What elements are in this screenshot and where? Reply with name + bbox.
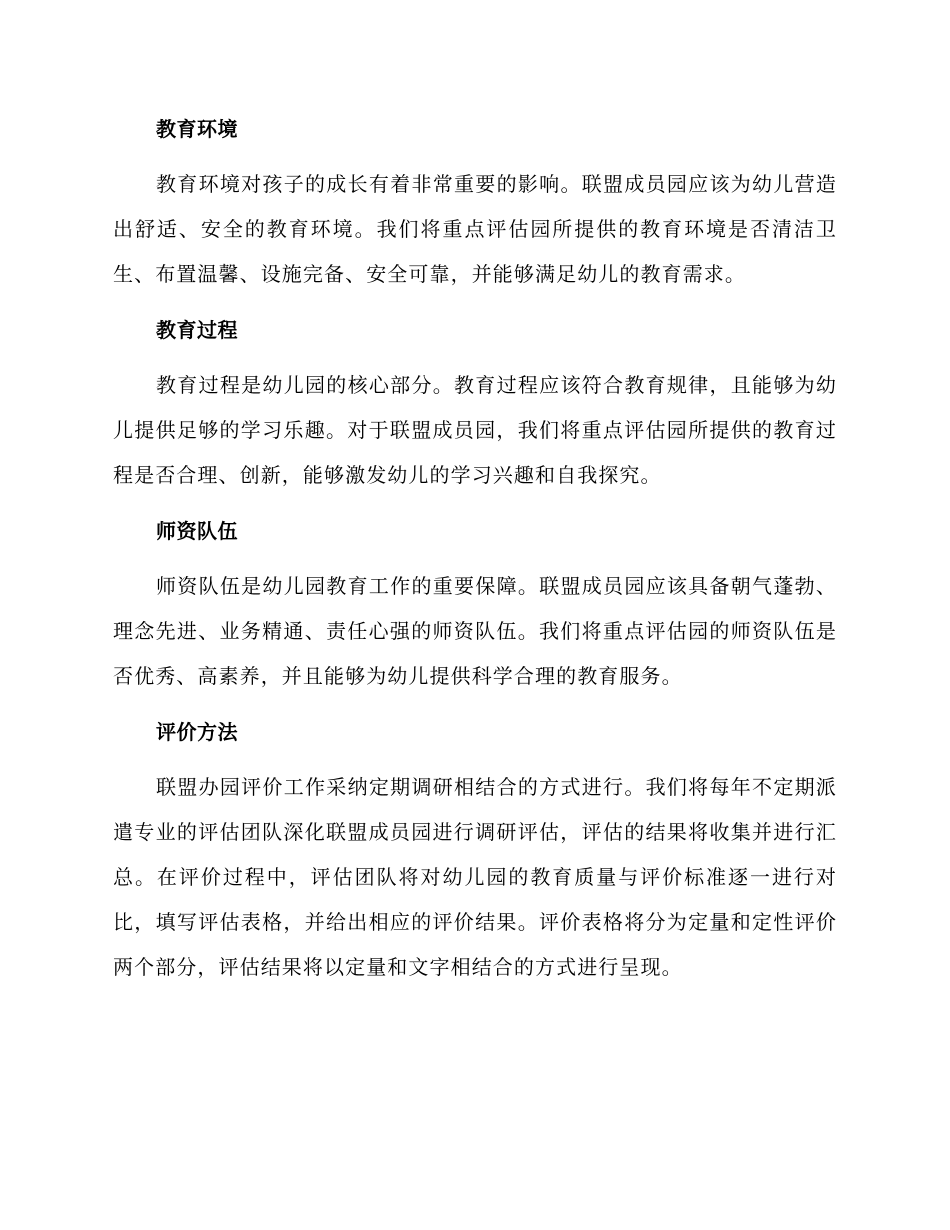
document-body <box>113 110 837 1004</box>
section-paragraph-education-environment: 教育环境对孩子的成长有着非常重要的影响。联盟成员园应该为幼儿营造出舒适、安全的教育环境。我们将重点评估园所提供的教育环境是否清洁卫生、布置温馨、设施完备、安全可靠，并能够满足幼儿的教育需求。 <box>113 172 837 286</box>
section-heading-evaluation-method: 评价方法 <box>156 720 238 744</box>
section-paragraph-education-process: 教育过程是幼儿园的核心部分。教育过程应该符合教育规律，且能够为幼儿提供足够的学习乐趣。对于联盟成员园，我们将重点评估园所提供的教育过程是否合理、创新，能够激发幼儿的学习兴趣和自我探究。 <box>113 373 837 487</box>
section-heading-teaching-staff: 师资队伍 <box>156 519 238 543</box>
section-heading-education-environment: 教育环境 <box>156 117 238 141</box>
section-paragraph-evaluation-method: 联盟办园评价工作采纳定期调研相结合的方式进行。我们将每年不定期派遣专业的评估团队深化联盟成员园进行调研评估，评估的结果将收集并进行汇总。在评价过程中，评估团队将对幼儿园的教育质量与评价标准逐一进行对比，填写评估表格，并给出相应的评价结果。评价表格将分为定量和定性评价两个部分，评估结果将以定量和文字相结合的方式进行呈现。 <box>113 775 837 979</box>
section-paragraph-teaching-staff: 师资队伍是幼儿园教育工作的重要保障。联盟成员园应该具备朝气蓬勃、理念先进、业务精通、责任心强的师资队伍。我们将重点评估园的师资队伍是否优秀、高素养，并且能够为幼儿提供科学合理的教育服务。 <box>113 574 837 688</box>
section-heading-education-process: 教育过程 <box>156 318 238 342</box>
